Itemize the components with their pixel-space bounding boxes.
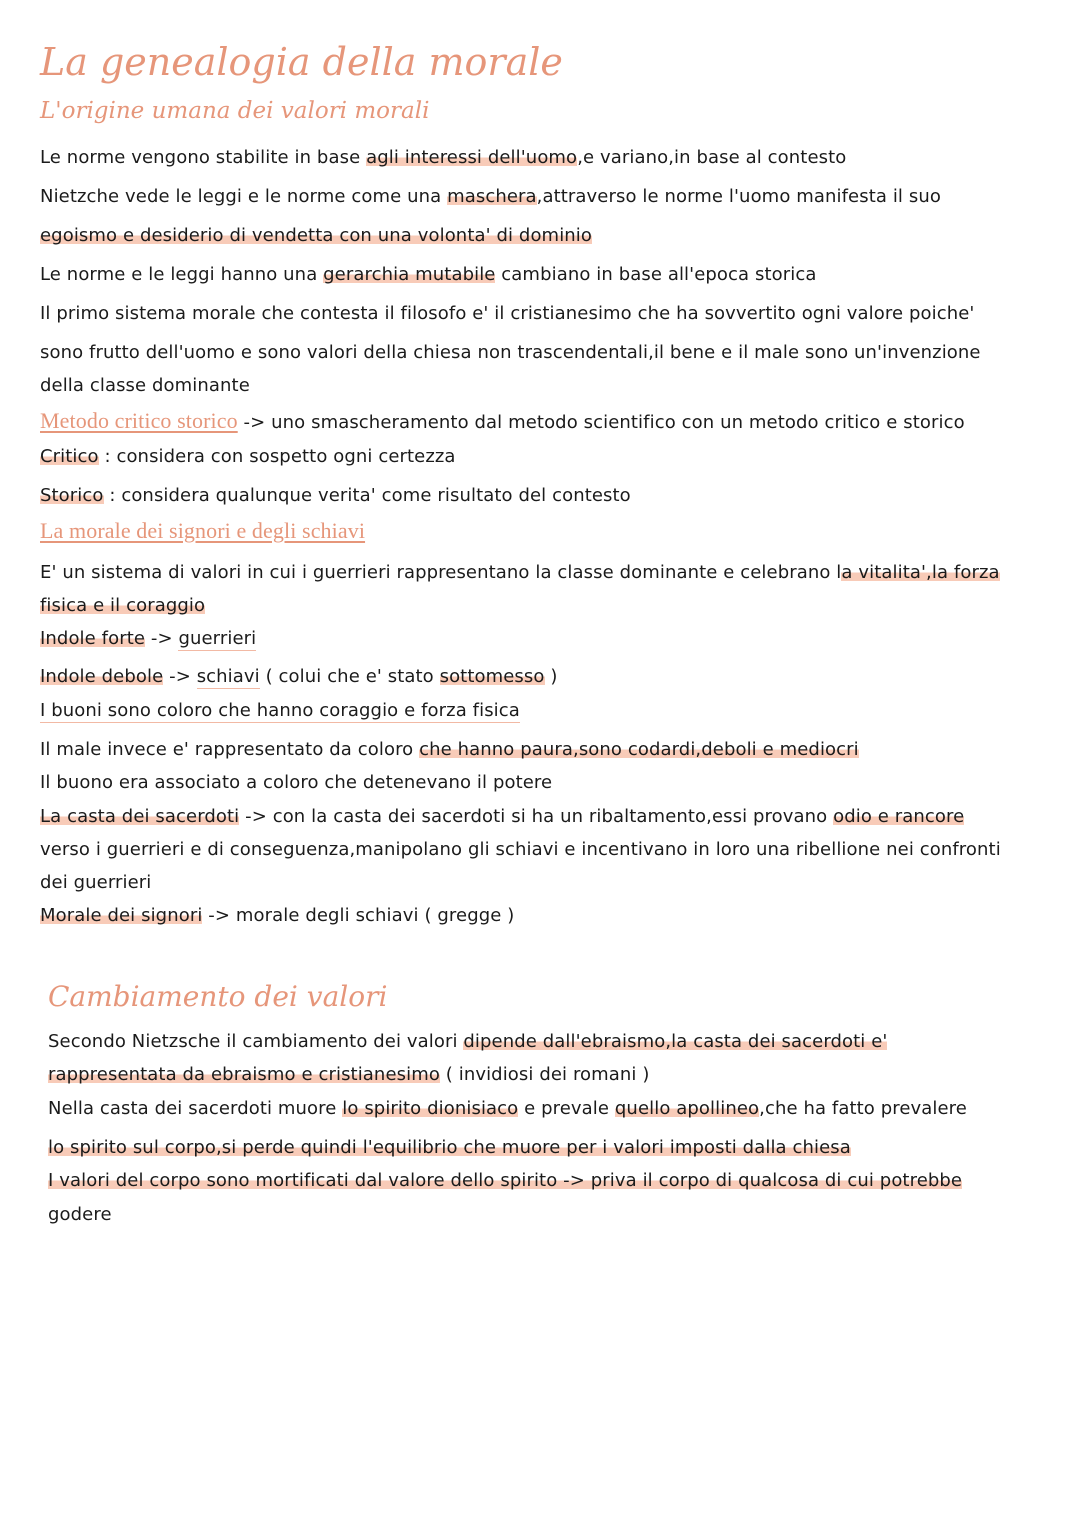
text-span: Le norme vengono stabilite in base (40, 147, 367, 168)
highlight: dipende dall'ebraismo,la casta dei sacerdoti e' (463, 1031, 888, 1052)
term: La casta dei sacerdoti (40, 806, 240, 827)
underlined-word: guerrieri (178, 628, 257, 649)
text-line (48, 1063, 649, 1087)
text-line: dei guerrieri (40, 872, 152, 893)
section2-title: Cambiamento dei valori (48, 980, 388, 1013)
text-span: Le norme e le leggi hanno una (40, 264, 324, 285)
heading-link-metodo: Metodo critico storico (40, 408, 238, 433)
highlight: sottomesso (439, 666, 545, 687)
highlight: rappresentata da ebraismo e cristianesimo (48, 1064, 440, 1085)
text-line (40, 665, 557, 689)
highlight: quello apollineo (614, 1098, 760, 1119)
text-line (40, 146, 846, 170)
text-span: ,che ha fatto prevalere (759, 1098, 967, 1119)
text-span: E' un sistema di valori in cui i guerrieri rappresentano la classe dominante e celebrano l (40, 562, 842, 583)
text-span: e prevale (518, 1098, 615, 1119)
text-line (40, 594, 205, 618)
term: Critico (40, 446, 99, 467)
text-line (40, 263, 816, 287)
highlight: gerarchia mutabile (323, 264, 496, 285)
text-line: della classe dominante (40, 375, 250, 396)
text-line (40, 561, 1000, 585)
text-span: Nietzche vede le leggi e le norme come una (40, 186, 448, 207)
text-line (40, 519, 365, 545)
text-span: : considera con sospetto ogni certezza (98, 446, 456, 467)
text-line (40, 904, 514, 928)
text-line (40, 445, 456, 469)
text-line: sono frutto dell'uomo e sono valori della chiesa non trascendentali,il bene e il male sono un'invenzione (40, 342, 981, 363)
highlight: I valori del corpo sono mortificati dal valore dello spirito -> priva il corpo di qualcosa di cui potrebbe (48, 1170, 963, 1191)
highlight: lo spirito dionisiaco (342, 1098, 519, 1119)
page-title: La genealogia della morale (40, 40, 563, 84)
text-span: : considera qualunque verita' come risultato del contesto (103, 485, 631, 506)
text-span: cambiano in base all'epoca storica (495, 264, 817, 285)
highlight: maschera (447, 186, 537, 207)
text-line (48, 1136, 851, 1160)
highlight: lo spirito sul corpo,si perde quindi l'equilibrio che muore per i valori imposti dalla chiesa (48, 1137, 851, 1158)
text-line (48, 1030, 887, 1054)
text-span: ) (544, 666, 558, 687)
highlight: che hanno paura,sono codardi,deboli e mediocri (419, 739, 859, 760)
text-line (40, 699, 520, 723)
text-span: ,e variano,in base al contesto (577, 147, 847, 168)
term: Indole forte (40, 628, 146, 649)
term: Indole debole (40, 666, 164, 687)
section-subtitle: L'origine umana dei valori morali (40, 98, 430, 124)
heading-link-morale: La morale dei signori e degli schiavi (40, 518, 366, 543)
text-line (40, 738, 859, 762)
text-line (40, 185, 941, 209)
text-line (40, 224, 592, 248)
text-line (48, 1097, 967, 1121)
text-span: -> (163, 666, 197, 687)
text-line (40, 627, 256, 651)
text-span: Nella casta dei sacerdoti muore (48, 1098, 343, 1119)
text-line: godere (48, 1204, 112, 1225)
text-span: Il male invece e' rappresentato da coloro (40, 739, 420, 760)
term: Morale dei signori (40, 905, 203, 926)
underlined-line: I buoni sono coloro che hanno coraggio e forza fisica (40, 700, 520, 721)
text-span: -> (145, 628, 179, 649)
text-span: Secondo Nietzsche il cambiamento dei valori (48, 1031, 464, 1052)
highlight: a vitalita',la forza (841, 562, 1000, 583)
text-line (40, 484, 631, 508)
text-line: Il buono era associato a coloro che detenevano il potere (40, 772, 553, 793)
text-line: Il primo sistema morale che contesta il filosofo e' il cristianesimo che ha sovvertito ogni valore poiche' (40, 303, 975, 324)
text-line (48, 1169, 962, 1193)
text-span: -> con la casta dei sacerdoti si ha un ribaltamento,essi provano (239, 806, 834, 827)
text-line (40, 409, 965, 435)
highlight: fisica e il coraggio (40, 595, 206, 616)
text-line: verso i guerrieri e di conseguenza,manipolano gli schiavi e incentivano in loro una ribellione nei confronti (40, 839, 1001, 860)
text-span: ,attraverso le norme l'uomo manifesta il suo (536, 186, 941, 207)
highlight: agli interessi dell'uomo (366, 147, 578, 168)
underlined-word: schiavi (196, 666, 260, 687)
text-line (40, 805, 964, 829)
highlight: odio e rancore (833, 806, 965, 827)
text-span: -> uno smascheramento dal metodo scientifico con un metodo critico e storico (237, 412, 965, 433)
highlight: egoismo e desiderio di vendetta con una volonta' di dominio (40, 225, 593, 246)
text-span: ( colui che e' stato (259, 666, 440, 687)
text-span: -> morale degli schiavi ( gregge ) (202, 905, 515, 926)
term: Storico (40, 485, 104, 506)
text-span: ( invidiosi dei romani ) (439, 1064, 650, 1085)
